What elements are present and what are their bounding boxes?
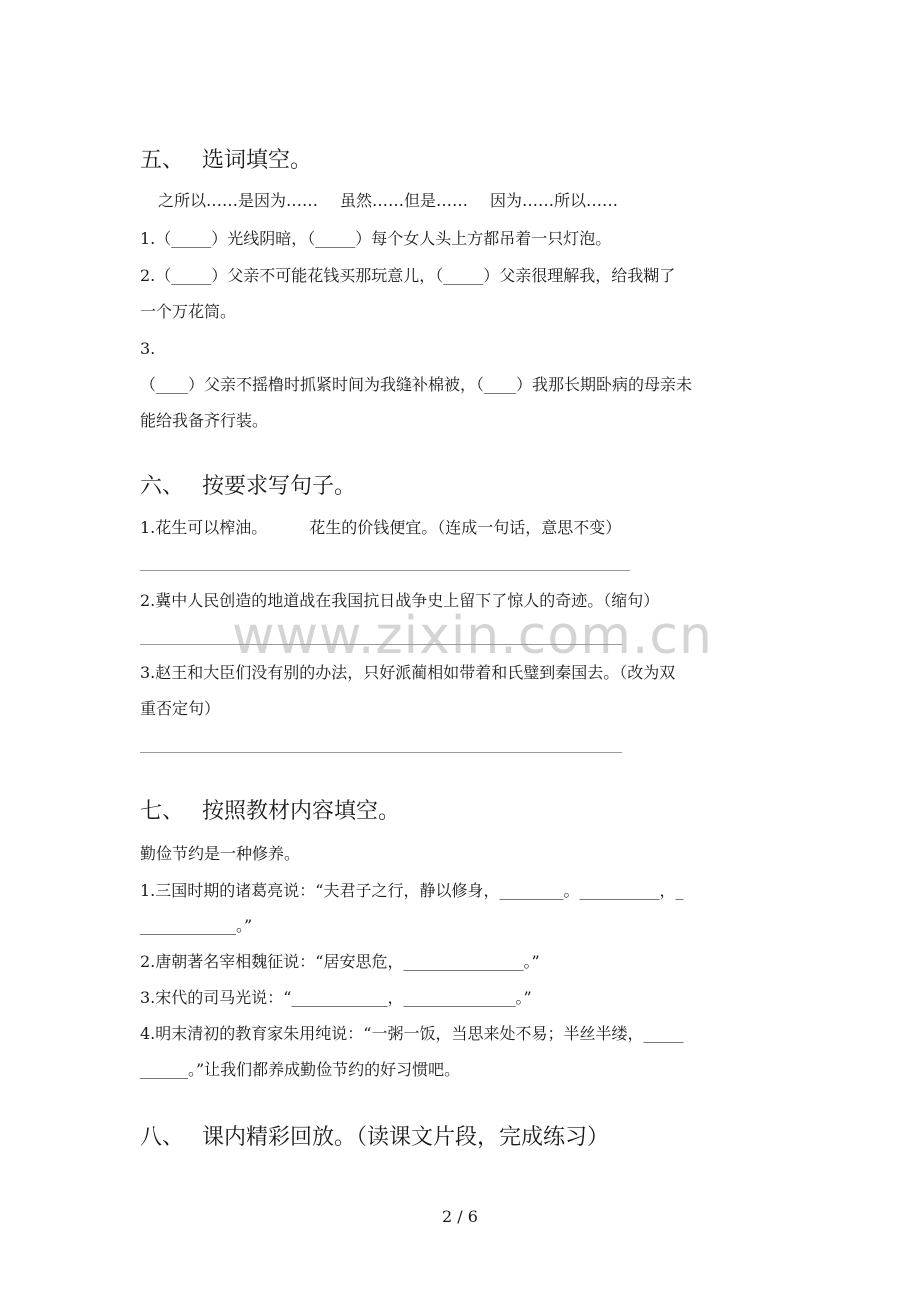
section-5-heading — [140, 146, 312, 176]
question-5-3-line1: （____）父亲不摇橹时抓紧时间为我缝补棉被，（____）我那长期卧病的母亲未 — [140, 375, 693, 394]
section-8-title: 课内精彩回放。（读课文片段，完成练习） — [202, 1125, 610, 1150]
question-5-3-line2: 能给我备齐行装。 — [140, 411, 269, 430]
watermark: www.zixin.com.cn — [232, 606, 713, 666]
section-7-title: 按照教材内容填空。 — [202, 799, 401, 824]
section-6-number: 六、 — [140, 474, 185, 499]
question-5-2-line2: 一个万花筒。 — [140, 302, 237, 321]
question-5-1: 1.（_____）光线阴暗，（_____）每个女人头上方都吊着一只灯泡。 — [140, 229, 612, 248]
question-6-3-line2: 重否定句） — [140, 699, 221, 718]
section-6-title: 按要求写句子。 — [202, 474, 357, 499]
question-5-2-line1: 2.（_____）父亲不可能花钱买那玩意儿，（_____）父亲很理解我，给我糊了 — [140, 266, 676, 285]
answer-line-6-1[interactable] — [140, 570, 630, 571]
page-number: 2 / 6 — [442, 1207, 478, 1226]
word-options — [158, 190, 618, 212]
question-7-3: 3.宋代的司马光说：“____________，______________。” — [140, 988, 532, 1007]
section-7-number: 七、 — [140, 799, 185, 824]
word-option: 之所以……是因为…… — [158, 191, 319, 210]
word-option: 虽然……但是…… — [340, 191, 469, 210]
section-5-title: 选词填空。 — [202, 148, 313, 173]
section-6-heading — [140, 472, 356, 502]
question-6-1-part1: 1.花生可以榨油。 — [140, 518, 268, 537]
section-5-number: 五、 — [140, 148, 185, 173]
question-6-2: 2.冀中人民创造的地道战在我国抗日战争史上留下了惊人的奇迹。（缩句） — [140, 591, 660, 610]
question-7-1-line1: 1.三国时期的诸葛亮说：“夫君子之行，静以修身，________。__________，_ — [140, 881, 684, 900]
section-8-number: 八、 — [140, 1125, 185, 1150]
question-7-2: 2.唐朝著名宰相魏征说：“居安思危，_______________。” — [140, 952, 540, 971]
question-6-1 — [140, 517, 621, 539]
section-7-heading — [140, 797, 400, 827]
question-6-1-part2: 花生的价钱便宜。（连成一句话，意思不变） — [309, 518, 622, 537]
question-5-3-number: 3. — [140, 339, 156, 358]
question-7-4-line2: ______。”让我们都养成勤俭节约的好习惯吧。 — [140, 1060, 461, 1079]
answer-line-6-2[interactable] — [140, 644, 622, 645]
section-8-heading — [140, 1123, 609, 1153]
word-option: 因为……所以…… — [490, 191, 619, 210]
section-7-intro: 勤俭节约是一种修养。 — [140, 844, 301, 863]
question-7-1-line2: ____________。” — [140, 916, 253, 935]
question-7-4-line1: 4.明末清初的教育家朱用纯说：“一粥一饭，当思来处不易；半丝半缕，_____ — [140, 1024, 684, 1043]
question-6-3-line1: 3.赵王和大臣们没有别的办法，只好派蔺相如带着和氏璧到秦国去。（改为双 — [140, 663, 676, 682]
answer-line-6-3[interactable] — [140, 752, 622, 753]
